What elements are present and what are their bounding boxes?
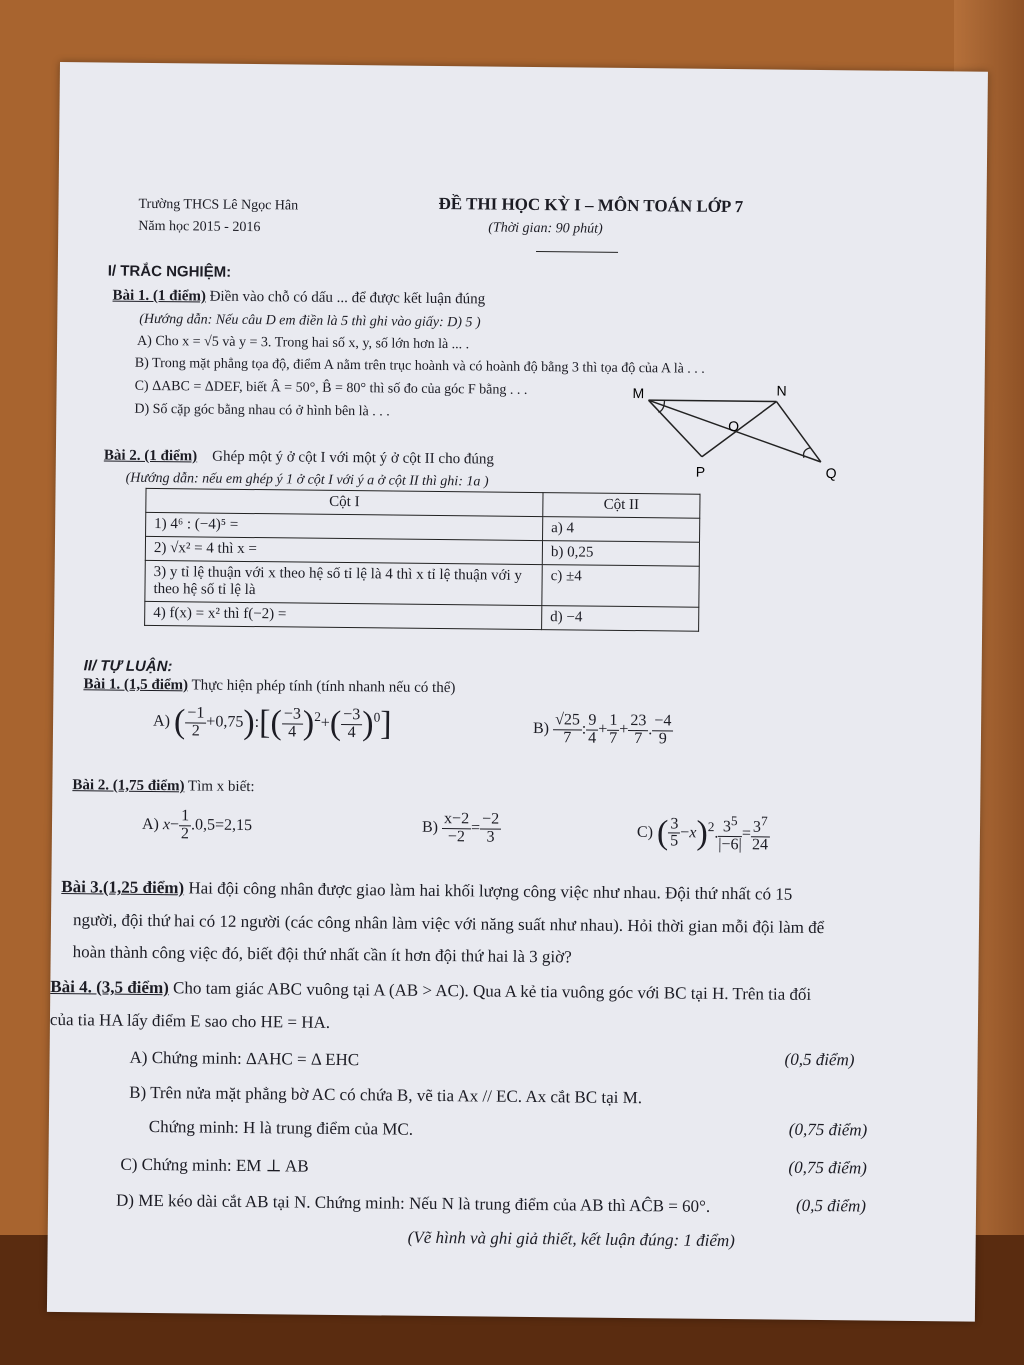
p1-bai1-hint: (Hướng dẫn: Nếu câu D em điền là 5 thì ghi vào giấy: D) 5 ) <box>139 311 481 331</box>
row1-right: a) 4 <box>543 517 700 543</box>
p2-bai4-c: C) Chứng minh: EM ⊥ AB <box>120 1154 309 1176</box>
p2-bai3-line1 <box>61 877 792 905</box>
p2-bai1-expr-b: B) $\frac{√25}{7}$ : $\frac{9}{4}$ + $\frac{1}{7}$ + $\frac{23}{7}$ . $\frac{-4}{9}$ <box>532 711 672 748</box>
table-row <box>145 601 699 631</box>
p2-bai2-label: Bài 2. (1,75 điểm) <box>72 777 185 795</box>
p2-bai1-prompt: Thực hiện phép tính (tính nhanh nếu có thể) <box>187 677 456 697</box>
expr-b-label: B) <box>532 719 550 738</box>
figure-line-mp <box>648 400 703 457</box>
exam-paper <box>47 62 988 1322</box>
p1-bai2-hint: (Hướng dẫn: nếu em ghép ý 1 ở cột I với ý a ở cột II thì ghi: 1a ) <box>125 470 489 490</box>
p2-bai4-d-points: (0,5 điểm) <box>795 1195 867 1216</box>
p2-bai2-expr-b: B) $\frac{x-2}{-2}$ = $\frac{-2}{3}$ <box>421 810 500 846</box>
p1-bai1-b: B) Trong mặt phẳng tọa độ, điểm A nằm trên trục hoành và có hoành độ bằng 3 thì tọa độ của A là . . . <box>134 355 705 377</box>
matching-table <box>144 488 700 632</box>
part1-heading: I/ TRẮC NGHIỆM: <box>107 262 232 281</box>
p2-bai4-line1 <box>50 977 811 1005</box>
part2-heading: II/ TỰ LUẬN: <box>83 657 173 676</box>
col1-header: Cột I <box>146 488 543 516</box>
p2-bai1-label: Bài 1. (1,5 điểm) <box>83 676 189 694</box>
p2-bai4-c-points: (0,75 điểm) <box>788 1157 867 1178</box>
p2-bai1-text <box>83 676 455 697</box>
p1-bai2-label: Bài 2. (1 điểm) <box>103 447 198 465</box>
p2-bai3-line2: người, đội thứ hai có 12 người (các công nhân làm việc với năng suất như nhau). Hỏi thời gian mỗi đội làm để <box>72 910 825 938</box>
p2-bai4-d: D) ME kéo dài cắt AB tại N. Chứng minh: Nếu N là trung điểm của AB thì AĈB = 60°. <box>115 1190 711 1216</box>
bai2-c-label: C) <box>636 823 654 841</box>
p1-bai1-d: D) Số cặp góc bằng nhau có ở hình bên là . . . <box>134 401 390 420</box>
row3-right: c) ±4 <box>542 565 699 608</box>
table-row <box>145 560 699 607</box>
p2-bai4-b1: B) Trên nửa mặt phẳng bờ AC có chứa B, vẽ tia Ax // EC. Ax cắt BC tại M. <box>129 1082 643 1108</box>
col2-header: Cột II <box>543 493 700 519</box>
p2-bai4-label: Bài 4. (3,5 điểm) <box>50 976 169 998</box>
p1-bai1-prompt: Điền vào chỗ có dấu ... để được kết luận đúng <box>205 288 486 308</box>
p1-bai1-c: C) ΔABC = ΔDEF, biết Â = 50°, B̂ = 80° thì số đo của góc F bằng . . . <box>134 378 528 398</box>
p2-bai4-a: A) Chứng minh: ΔAHC = Δ EHC <box>129 1047 360 1070</box>
p2-bai4-a-points: (0,5 điểm) <box>784 1049 855 1070</box>
p2-bai4-b2: Chứng minh: H là trung điểm của MC. <box>148 1116 414 1139</box>
p1-bai2-text <box>104 447 494 468</box>
figure-label-q: Q <box>825 465 837 482</box>
p1-bai1-a: A) Cho x = √5 và y = 3. Trong hai số x, y, số lớn hơn là ... . <box>137 333 470 353</box>
exam-title: ĐỀ THI HỌC KỲ I – MÔN TOÁN LỚP 7 <box>438 193 744 217</box>
p2-bai4-b-points: (0,75 điểm) <box>788 1119 868 1140</box>
row1-left: 1) 4⁶ : (−4)⁵ = <box>146 512 543 540</box>
p2-bai3-label: Bài 3.(1,25 điểm) <box>61 877 185 898</box>
p1-bai1-label: Bài 1. (1 điểm) <box>112 287 206 305</box>
p2-bai1-expr-a: A) ( $\frac{-1}{2}$ +0,75):[( $\frac{-3}{4}$ )$^2$+( $\frac{-3}{4}$ )$^0$] <box>153 703 392 743</box>
bai2-b-label: B) <box>421 818 439 836</box>
figure-line-mn <box>648 400 776 401</box>
school-name: Trường THCS Lê Ngọc Hân <box>138 196 299 214</box>
p2-bai4-note: (Vẽ hình và ghi giả thiết, kết luận đúng: 1 điểm) <box>407 1227 735 1251</box>
bai2-a-label: A) <box>141 815 159 834</box>
p1-bai2-prompt: Ghép một ý ở cột I với một ý ở cột II cho đúng <box>212 448 494 468</box>
p2-bai3-line3: hoàn thành công việc đó, biết đội thứ nhất cần ít hơn đội thứ hai là 3 giờ? <box>72 942 572 967</box>
figure-label-n: N <box>776 382 787 399</box>
row4-right: d) −4 <box>542 606 699 632</box>
figure-label-p: P <box>695 463 706 480</box>
p2-bai3-text1: Hai đội công nhân được giao làm hai khối lượng công việc như nhau. Đội thứ nhất có 15 <box>184 878 793 904</box>
exam-time: (Thời gian: 90 phút) <box>488 220 603 237</box>
row2-left: 2) √x² = 4 thì x = <box>145 536 542 564</box>
row2-right: b) 0,25 <box>542 541 699 567</box>
p2-bai2-text <box>72 777 254 796</box>
figure-mnopq <box>626 380 847 482</box>
row4-left: 4) f(x) = x² thì f(−2) = <box>145 601 542 629</box>
p2-bai2-expr-c: C) ( $\frac{3}{5}$ −x)$^2$. $\frac{3^5}{|-6|}$ = $\frac{3^7}{24}$ <box>636 813 769 854</box>
p2-bai4-line2: của tia HA lấy điểm E sao cho HE = HA. <box>49 1009 331 1032</box>
figure-label-o: O <box>728 418 740 435</box>
figure-line-pn <box>702 401 777 458</box>
expr-a-label: A) <box>153 712 171 730</box>
figure-label-m: M <box>632 385 645 402</box>
p2-bai2-expr-a: A) x− $\frac{1}{2}$ .0,5=2,15 <box>141 807 253 843</box>
p2-bai4-text1: Cho tam giác ABC vuông tại A (AB > AC). Qua A kẻ tia vuông góc với BC tại H. Trên tia đối <box>168 978 812 1004</box>
row3-left: 3) y tỉ lệ thuận với x theo hệ số tỉ lệ là 4 thì x tỉ lệ thuận với y theo hệ số tỉ lệ là <box>145 560 542 605</box>
p1-bai1-text <box>112 288 485 309</box>
figure-line-nq <box>776 402 822 462</box>
school-year: Năm học 2015 - 2016 <box>138 218 261 236</box>
p2-bai2-prompt: Tìm x biết: <box>184 778 255 796</box>
title-underline <box>536 251 618 253</box>
